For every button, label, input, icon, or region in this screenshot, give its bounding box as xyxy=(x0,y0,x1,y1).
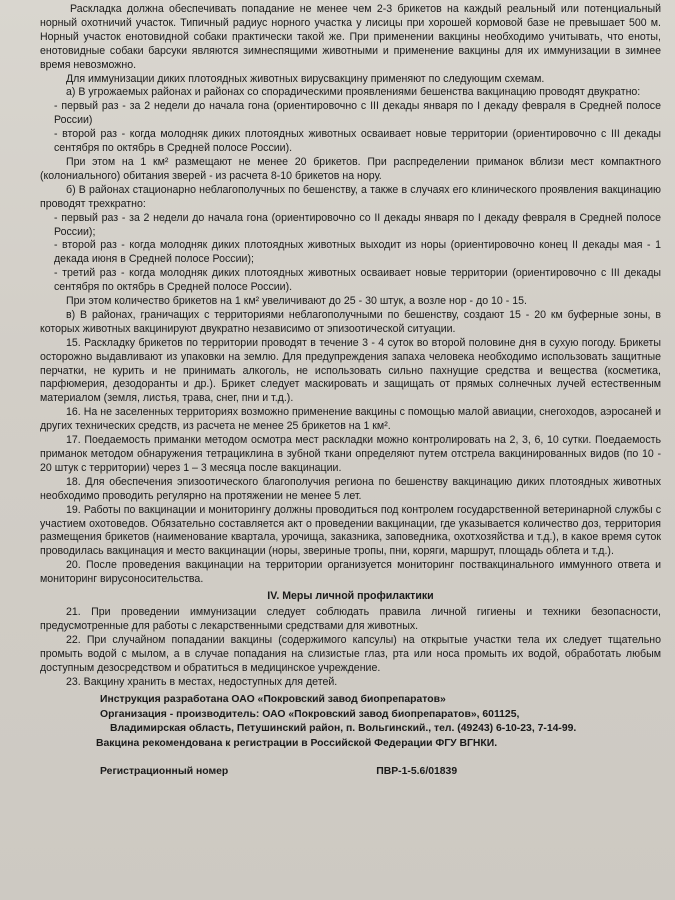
paragraph-item-20: 20. После проведения вакцинации на территории организуется мониторинг поствакцинального иммунного ответа и мониторинг вирусоносительства. xyxy=(40,559,661,586)
paragraph-scheme-a-first: - первый раз - за 2 недели до начала гона (ориентировочно с III декады января по I декаду февраля в Средней полосе России) xyxy=(54,100,661,127)
section-heading: IV. Меры личной профилактики xyxy=(267,590,434,603)
closing-block xyxy=(40,693,661,779)
registration-number: ПВР-1-5.6/01839 xyxy=(376,766,458,778)
developer-line: Инструкция разработана ОАО «Покровский завод биопрепаратов» xyxy=(100,694,446,706)
paragraph-scheme-b-third: - третий раз - когда молодняк диких плотоядных животных осваивает новые территории (ориентировочно с III декады сентября по октябрь в Средней полосе России). xyxy=(54,267,661,294)
paragraph-item-18: 18. Для обеспечения эпизоотического благополучия региона по бешенству вакцинацию диких плотоядных животных необходимо проводить регулярно на протяжении не менее 5 лет. xyxy=(40,475,661,502)
manufacturer-line-1: Организация - производитель: ОАО «Покровский завод биопрепаратов», 601125, xyxy=(100,708,520,720)
paragraph-item-19: 19. Работы по вакцинации и мониторингу должны проводиться под контролем государственной ветеринарной службы с участием охотоведов. Обязательно составляется акт о проведении вакцинации, где указывается количество доз, территория размещения брикетов (наименование квартала, урочища, заказника, заповедника, охотхозяйства и т.д.), в какое время суток проводилась вакцинация и место вакцинации (норы, звериные тропы, пни, коряги, маршрут, площадь облета и т.д.). xyxy=(40,503,661,558)
paragraph-scheme-b-density: При этом количество брикетов на 1 км² увеличивают до 25 - 30 штук, а возле нор - до 10 - 15. xyxy=(66,295,527,308)
registration-line xyxy=(40,765,661,779)
paragraph-scheme-a-density: При этом на 1 км² размещают не менее 20 брикетов. При распределении приманок вблизи мест компактного (колониального) обитания зверей - из расчета 8-10 брикетов на нору. xyxy=(40,155,661,182)
manufacturer-line-2: Владимирская область, Петушинский район, п. Вольгинский., тел. (49243) 6-10-23, 7-14-99. xyxy=(110,723,577,735)
paragraph-item-23: 23. Вакцину хранить в местах, недоступных для детей. xyxy=(66,675,338,688)
recommendation-line: Вакцина рекомендована к регистрации в Российской Федерации ФГУ ВГНКИ. xyxy=(96,737,498,749)
paragraph-item-22: 22. При случайном попадании вакцины (содержимого капсулы) на открытые участки тела их следует тщательно промыть водой с мылом, а в случае попадания на слизистые глаз, рта или носа промыть их водой, обработать любым доступным дезосредством и обратиться в медицинское учреждение. xyxy=(40,633,661,674)
paragraph-bait-distribution: Раскладка должна обеспечивать попадание не менее чем 2-3 брикетов на каждый реальный или потенциальный норный охотничий участок. Типичный радиус норного участка у лисицы при хорошей кормовой базе не превышает 500 м. Норный участок енотовидной собаки практически такой же. При применении вакцины необходимо учитывать, что еноты, енотовидные собаки барсуки являются зимнеспящими животными и применение вакцины для их иммунизации в зимнее время невозможно. xyxy=(40,3,661,71)
paragraph-item-16: 16. На не заселенных территориях возможно применение вакцины с помощью малой авиации, снегоходов, аэросаней и других технических средств, из расчета не менее 25 брикетов на 1 км². xyxy=(40,406,661,433)
registration-label: Регистрационный номер xyxy=(100,766,229,778)
paragraph-item-15: 15. Раскладку брикетов по территории проводят в течение 3 - 4 суток во второй половине дня в сухую погоду. Брикеты осторожно выдавливают из упаковки на землю. Для предупреждения запаха человека необходимо использовать защитные перчатки, не курить и не принимать алкоголь, не использовать сильно пахнущие средства и вещества (косметика, парфюмерия, дезодоранты и др.). Брикет следует маскировать и защищать от прямых солнечных лучей естественным материалом (земля, листья, трава, снег, пни и т.д.). xyxy=(40,336,661,405)
paragraph-scheme-a-second: - второй раз - когда молодняк диких плотоядных животных осваивает новые территории (ориентировочно с III декады сентября по октябрь в Средней полосе России). xyxy=(54,128,661,155)
paragraph-item-17: 17. Поедаемость приманки методом осмотра мест раскладки можно контролировать на 2, 3, 6, 10 сутки. Поедаемость приманок методом обнаружения тетрациклина в зубной ткани определяют путем отстрела вакцинированных видов (по 10 - 20 штук с территории) через 1 – 3 месяца после вакцинации. xyxy=(40,434,661,474)
paragraph-scheme-b-first: - первый раз - за 2 недели до начала гона (ориентировочно со II декады января по I декаду февраля в Средней полосе России); xyxy=(54,211,661,238)
paragraph-scheme-c: в) В районах, граничащих с территориями неблагополучными по бешенству, создают 15 - 20 км буферные зоны, в которых животных вакцинируют двукратно независимо от эпизоотической ситуации. xyxy=(40,308,661,335)
paragraph-item-21: 21. При проведении иммунизации следует соблюдать правила личной гигиены и техники безопасности, предусмотренные для работы с лекарственными средствами для животных. xyxy=(40,605,661,632)
paragraph-scheme-a: а) В угрожаемых районах и районах со спорадическими проявлениями бешенства вакцинацию проводят двукратно: xyxy=(66,86,641,99)
paragraph-schemes-intro: Для иммунизации диких плотоядных животных вирусвакцину применяют по следующим схемам. xyxy=(66,72,545,85)
paragraph-scheme-b: б) В районах стационарно неблагополучных по бешенству, а также в случаях его клинического проявления вакцинацию проводят трехкратно: xyxy=(40,183,661,210)
paragraph-scheme-b-second: - второй раз - когда молодняк диких плотоядных животных выходит из норы (ориентировочно конец II декады мая - 1 декада июня в Средней полосе России); xyxy=(54,239,661,266)
